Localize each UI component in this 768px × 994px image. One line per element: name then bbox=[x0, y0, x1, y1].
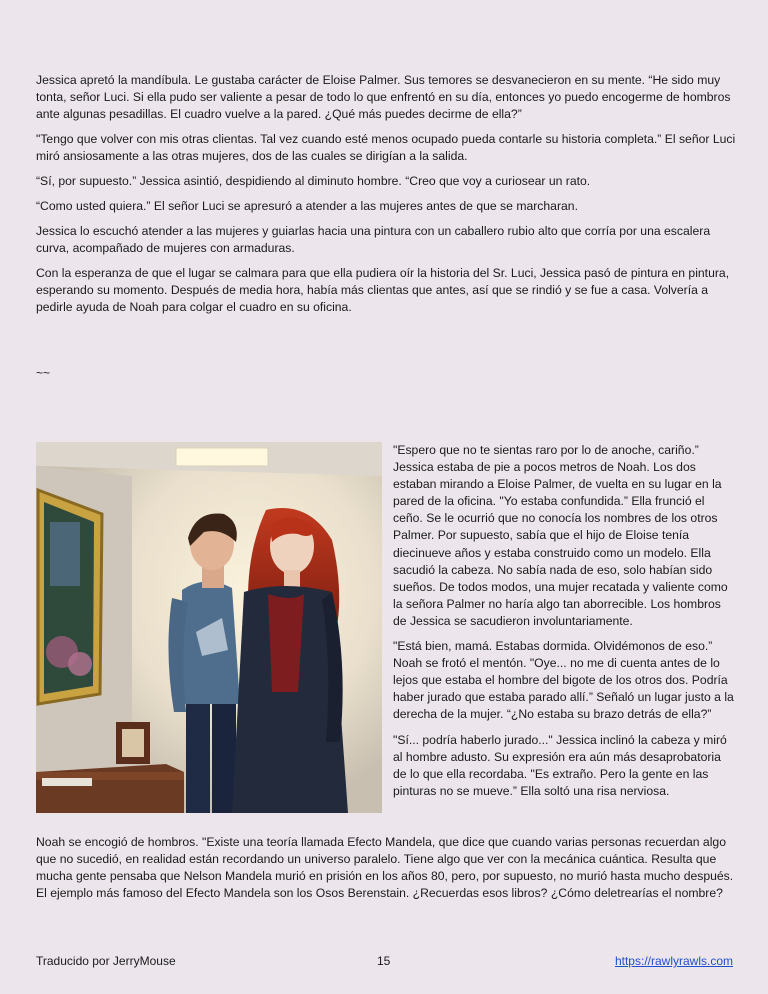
framed-painting bbox=[38, 490, 102, 704]
bottom-text-block bbox=[36, 834, 736, 902]
paragraph: "Tengo que volver con mis otras clientas. Tal vez cuando esté menos ocupado pueda contarle su historia completa.” El señor Luci miró ansiosamente a las otras mujeres, dos de las cuales se dirigían a la salida. bbox=[36, 132, 736, 163]
page-number: 15 bbox=[377, 954, 391, 968]
paragraph: “Sí, por supuesto.” Jessica asintió, despidiendo al diminuto hombre. “Creo que voy a curiosear un rato. bbox=[36, 174, 591, 188]
paragraph: "Espero que no te sientas raro por lo de anoche, cariño.” Jessica estaba de pie a pocos metros de Noah. Los dos estaban mirando a Eloise Palmer, de vuelta en su lugar en la pared de la oficina. "Yo estaba confundida.” Ella frunció el ceño. Se le ocurrió que no conocía los nombres de los otros Palmer. Por supuesto, sabía que el hijo de Eloise tenía diecinueve años y estaba construido como un modelo. Ella sacudió la cabeza. No sabía nada de eso, solo habían sido sueños. De todos modos, una mujer recatada y valiente como la señora Palmer no haría algo tan aborrecible. Los hombros de Jessica se sacudieron involuntariamente. bbox=[393, 443, 728, 628]
page-footer bbox=[36, 954, 733, 970]
paragraph: Con la esperanza de que el lugar se calmara para que ella pudiera oír la historia del Sr. Luci, Jessica pasó de pintura en pintura, esperando su momento. Después de media hora, había más clientas que antes, así que se rindió y se fue a casa. Volvería a pedirle ayuda de Noah para colgar el cuadro en su oficina. bbox=[36, 266, 730, 314]
paragraph: “Como usted quiera.” El señor Luci se apresuró a atender a las mujeres antes de que se marcharan. bbox=[36, 199, 578, 213]
paragraph: Noah se encogió de hombros. "Existe una teoría llamada Efecto Mandela, que dice que cuando varias personas recuerdan algo que no sucedió, en realidad están recordando un universo paralelo. Tiene algo que ver con la mecánica cuántica. Resulta que mucha gente pensaba que Nelson Mandela murió en prisión en los años 80, pero, por supuesto, no murió hasta mucho después. El ejemplo más famoso del Efecto Mandela son los Osos Berenstain. ¿Recuerdas esos libros? ¿Cómo deletrearías el nombre? bbox=[36, 835, 734, 900]
top-text-block bbox=[36, 72, 736, 324]
website-link[interactable]: https://rawlyrawls.com bbox=[614, 954, 733, 968]
paragraph: Jessica apretó la mandíbula. Le gustaba carácter de Eloise Palmer. Sus temores se desvanecieron en su mente. “He sido muy tonta, señor Luci. Si ella pudo ser valiente a pesar de todo lo que enfrentó en su día, entonces yo puedo encogerme de hombros ante algunas pesadillas. El cuadro vuelve a la pared. ¿Qué más puedes decirme de ella?” bbox=[36, 73, 731, 121]
translator-credit: Traducido por JerryMouse bbox=[36, 954, 176, 968]
paragraph: "Está bien, mamá. Estabas dormida. Olvidémonos de eso.” Noah se frotó el mentón. "Oye... no me di cuenta antes de lo lejos que estaba el hombre del bigote de los otros dos. Podría haber jurado que estaba parado allí.” Señaló un lugar justo a la derecha de la mujer. “¿No estaba su brazo detrás de ella?” bbox=[393, 639, 734, 722]
photo-frame bbox=[116, 722, 150, 764]
section-separator: ~~ bbox=[36, 366, 51, 380]
right-column-text bbox=[393, 442, 736, 808]
illustration-couple-in-office bbox=[36, 442, 382, 813]
paragraph: Jessica lo escuchó atender a las mujeres y guiarlas hacia una pintura con un caballero rubio alto que corría por una escalera curva, acompañado de mujeres con armaduras. bbox=[36, 224, 711, 255]
paragraph: "Sí... podría haberlo jurado..." Jessica inclinó la cabeza y miró al hombre adusto. Su expresión era aún más desaprobatoria de lo que ella recordaba. "Es extraño. Pero la gente en las pinturas no se mueve.” Ella soltó una risa nerviosa. bbox=[393, 732, 727, 798]
